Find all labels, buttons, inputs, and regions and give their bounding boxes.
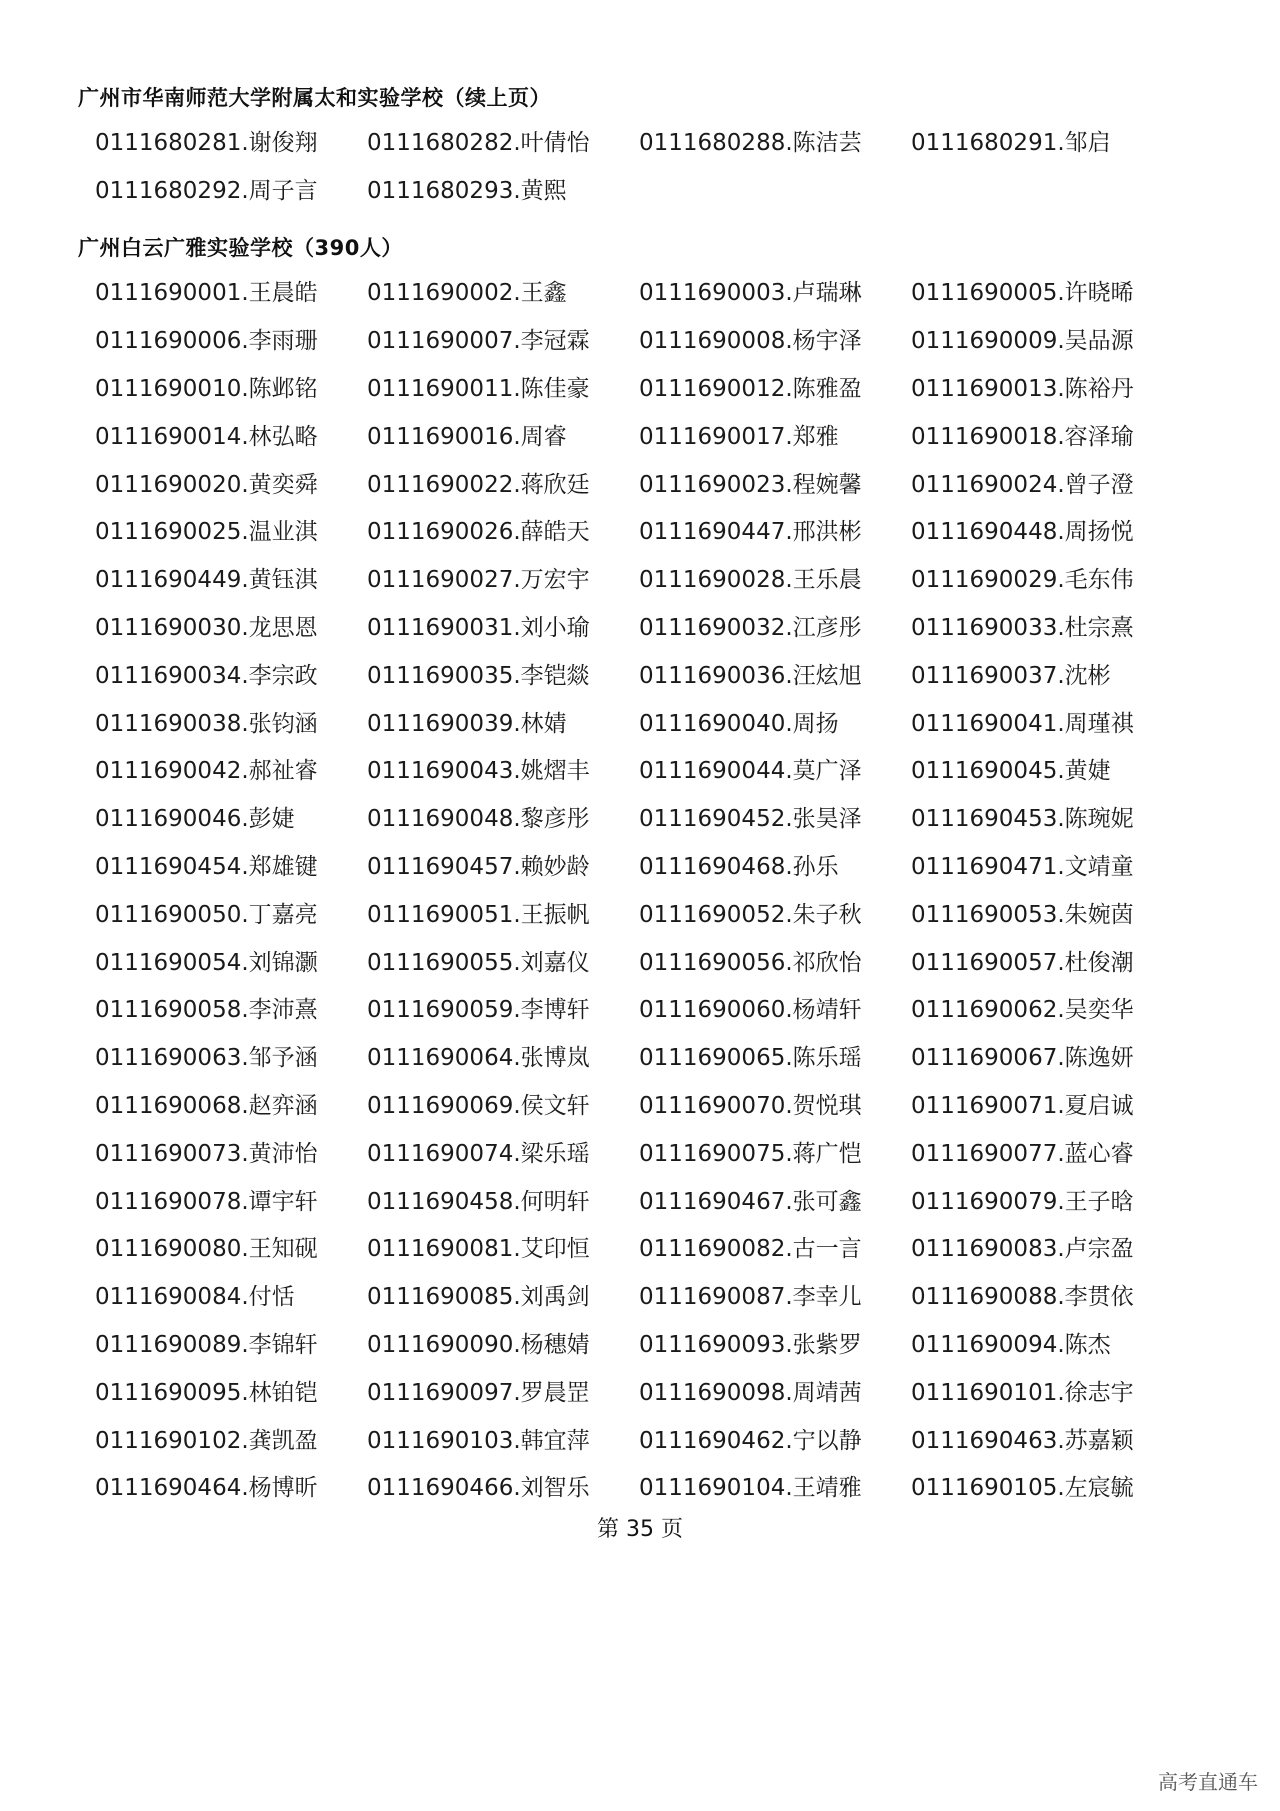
student-grid [95, 117, 1215, 213]
student-entry: 0111680288.陈洁芸 [639, 130, 862, 157]
student-entry: 0111690449.黄钰淇 [95, 567, 318, 594]
page-number: 第 35 页 [597, 1517, 683, 1542]
student-entry: 0111690009.吴品源 [911, 328, 1134, 355]
entry-row [95, 315, 1215, 363]
entry-row [95, 363, 1215, 411]
student-entry: 0111690048.黎彦彤 [367, 806, 590, 833]
student-entry: 0111690064.张博岚 [367, 1045, 590, 1072]
entry-row [95, 936, 1215, 984]
student-entry: 0111690089.李锦轩 [95, 1331, 318, 1358]
student-entry: 0111690046.彭婕 [95, 806, 295, 833]
student-entry: 0111690097.罗晨罡 [367, 1379, 590, 1406]
entry-row [95, 1319, 1215, 1367]
student-entry: 0111690053.朱婉茵 [911, 901, 1134, 928]
student-entry: 0111690014.林弘略 [95, 423, 318, 450]
entry-row [95, 697, 1215, 745]
student-entry: 0111690017.郑雅 [639, 423, 839, 450]
entry-row [95, 117, 1215, 165]
student-entry: 0111690008.杨宇泽 [639, 328, 862, 355]
student-entry: 0111690033.杜宗熹 [911, 614, 1134, 641]
student-entry: 0111690087.李幸儿 [639, 1284, 862, 1311]
student-entry: 0111690447.邢洪彬 [639, 519, 862, 546]
entry-row [95, 1366, 1215, 1414]
entry-row [95, 1271, 1215, 1319]
entry-row [95, 1414, 1215, 1462]
entry-row [95, 165, 1215, 213]
student-entry: 0111690018.容泽瑜 [911, 423, 1134, 450]
entry-row [95, 410, 1215, 458]
student-entry: 0111690471.文靖童 [911, 853, 1134, 880]
entry-row [95, 841, 1215, 889]
student-entry: 0111680282.叶倩怡 [367, 130, 590, 157]
student-entry: 0111690058.李沛熹 [95, 997, 318, 1024]
entry-row [95, 1462, 1215, 1510]
student-entry: 0111690042.郝祉睿 [95, 758, 318, 785]
student-entry: 0111690054.刘锦灏 [95, 949, 318, 976]
student-entry: 0111690090.杨穗婧 [367, 1331, 590, 1358]
student-entry: 0111690088.李贯依 [911, 1284, 1134, 1311]
student-entry: 0111690065.陈乐瑶 [639, 1045, 862, 1072]
student-entry: 0111690082.古一言 [639, 1236, 862, 1263]
student-entry: 0111690026.薛皓天 [367, 519, 590, 546]
student-entry: 0111690452.张昊泽 [639, 806, 862, 833]
student-entry: 0111690085.刘禹剑 [367, 1284, 590, 1311]
student-grid [95, 267, 1215, 1510]
student-entry: 0111690464.杨博昕 [95, 1475, 318, 1502]
entry-row [95, 602, 1215, 650]
student-entry: 0111690075.蒋广恺 [639, 1140, 862, 1167]
student-entry: 0111690062.吴奕华 [911, 997, 1134, 1024]
student-entry: 0111690036.汪炫旭 [639, 662, 862, 689]
student-entry: 0111690098.周靖茜 [639, 1379, 862, 1406]
student-entry: 0111690077.蓝心睿 [911, 1140, 1134, 1167]
entry-row [95, 745, 1215, 793]
entry-row [95, 649, 1215, 697]
student-entry: 0111690457.赖妙龄 [367, 853, 590, 880]
entry-row [95, 1223, 1215, 1271]
student-entry: 0111690041.周瑾祺 [911, 710, 1134, 737]
student-entry: 0111690038.张钧涵 [95, 710, 318, 737]
entry-row [95, 1127, 1215, 1175]
student-entry: 0111690032.江彦彤 [639, 614, 862, 641]
student-entry: 0111690028.王乐晨 [639, 567, 862, 594]
student-entry: 0111690067.陈逸妍 [911, 1045, 1134, 1072]
student-entry: 0111690006.李雨珊 [95, 328, 318, 355]
student-entry: 0111690037.沈彬 [911, 662, 1111, 689]
student-entry: 0111690068.赵弈涵 [95, 1092, 318, 1119]
student-entry: 0111690468.孙乐 [639, 853, 839, 880]
student-entry: 0111690466.刘智乐 [367, 1475, 590, 1502]
student-entry: 0111690101.徐志宇 [911, 1379, 1134, 1406]
student-entry: 0111690002.王鑫 [367, 280, 567, 307]
student-entry: 0111690095.林铂铠 [95, 1379, 318, 1406]
student-entry: 0111690454.郑雄键 [95, 853, 318, 880]
student-entry: 0111690029.毛东伟 [911, 567, 1134, 594]
student-entry: 0111690074.梁乐瑶 [367, 1140, 590, 1167]
section-heading: 广州白云广雅实验学校（390人） [78, 236, 403, 260]
student-entry: 0111690013.陈裕丹 [911, 375, 1134, 402]
entry-row [95, 888, 1215, 936]
student-entry: 0111690080.王知砚 [95, 1236, 318, 1263]
student-entry: 0111690458.何明轩 [367, 1188, 590, 1215]
student-entry: 0111680292.周子言 [95, 178, 318, 205]
student-entry: 0111690453.陈琬妮 [911, 806, 1134, 833]
student-entry: 0111690055.刘嘉仪 [367, 949, 590, 976]
student-entry: 0111690001.王晨皓 [95, 280, 318, 307]
student-entry: 0111690105.左宸毓 [911, 1475, 1134, 1502]
student-entry: 0111690034.李宗政 [95, 662, 318, 689]
student-entry: 0111690104.王靖雅 [639, 1475, 862, 1502]
student-entry: 0111690007.李冠霖 [367, 328, 590, 355]
student-entry: 0111690027.万宏宇 [367, 567, 590, 594]
student-entry: 0111690005.许晓晞 [911, 280, 1134, 307]
student-entry: 0111690030.龙思恩 [95, 614, 318, 641]
student-entry: 0111690031.刘小瑜 [367, 614, 590, 641]
student-entry: 0111690094.陈杰 [911, 1331, 1111, 1358]
student-entry: 0111690071.夏启诚 [911, 1092, 1134, 1119]
student-entry: 0111690045.黄婕 [911, 758, 1111, 785]
student-entry: 0111690057.杜俊潮 [911, 949, 1134, 976]
student-entry: 0111690016.周睿 [367, 423, 567, 450]
entry-row [95, 793, 1215, 841]
entry-row [95, 1175, 1215, 1223]
entry-row [95, 267, 1215, 315]
student-entry: 0111690448.周扬悦 [911, 519, 1134, 546]
entry-row [95, 1080, 1215, 1128]
student-entry: 0111690467.张可鑫 [639, 1188, 862, 1215]
student-entry: 0111690103.韩宜萍 [367, 1427, 590, 1454]
student-entry: 0111690093.张紫罗 [639, 1331, 862, 1358]
student-entry: 0111680291.邹启 [911, 130, 1111, 157]
student-entry: 0111690012.陈雅盈 [639, 375, 862, 402]
section-heading: 广州市华南师范大学附属太和实验学校（续上页） [78, 86, 551, 110]
student-entry: 0111690044.莫广泽 [639, 758, 862, 785]
student-entry: 0111690070.贺悦琪 [639, 1092, 862, 1119]
student-entry: 0111690024.曾子澄 [911, 471, 1134, 498]
entry-row [95, 458, 1215, 506]
student-entry: 0111690010.陈邺铭 [95, 375, 318, 402]
student-entry: 0111690020.黄奕舜 [95, 471, 318, 498]
student-entry: 0111690060.杨靖轩 [639, 997, 862, 1024]
watermark: 高考直通车 [1158, 1770, 1258, 1794]
entry-row [95, 1032, 1215, 1080]
student-entry: 0111690462.宁以静 [639, 1427, 862, 1454]
student-entry: 0111690050.丁嘉亮 [95, 901, 318, 928]
student-entry: 0111690011.陈佳豪 [367, 375, 590, 402]
student-entry: 0111690023.程婉馨 [639, 471, 862, 498]
student-entry: 0111680293.黄熙 [367, 178, 567, 205]
student-entry: 0111690069.侯文轩 [367, 1092, 590, 1119]
student-entry: 0111690059.李博轩 [367, 997, 590, 1024]
student-entry: 0111690084.付恬 [95, 1284, 295, 1311]
student-entry: 0111690463.苏嘉颖 [911, 1427, 1134, 1454]
student-entry: 0111690040.周扬 [639, 710, 839, 737]
student-entry: 0111690022.蒋欣廷 [367, 471, 590, 498]
student-entry: 0111690102.龚凯盈 [95, 1427, 318, 1454]
student-entry: 0111690003.卢瑞琳 [639, 280, 862, 307]
student-entry: 0111680281.谢俊翔 [95, 130, 318, 157]
student-entry: 0111690073.黄沛怡 [95, 1140, 318, 1167]
entry-row [95, 554, 1215, 602]
student-entry: 0111690035.李铠燚 [367, 662, 590, 689]
student-entry: 0111690056.祁欣怡 [639, 949, 862, 976]
student-entry: 0111690078.谭宇轩 [95, 1188, 318, 1215]
student-entry: 0111690025.温业淇 [95, 519, 318, 546]
student-entry: 0111690052.朱子秋 [639, 901, 862, 928]
student-entry: 0111690083.卢宗盈 [911, 1236, 1134, 1263]
student-entry: 0111690063.邹予涵 [95, 1045, 318, 1072]
student-entry: 0111690039.林婧 [367, 710, 567, 737]
student-entry: 0111690051.王振帆 [367, 901, 590, 928]
entry-row [95, 506, 1215, 554]
entry-row [95, 984, 1215, 1032]
student-entry: 0111690043.姚熠丰 [367, 758, 590, 785]
student-entry: 0111690081.艾印恒 [367, 1236, 590, 1263]
student-entry: 0111690079.王子晗 [911, 1188, 1134, 1215]
